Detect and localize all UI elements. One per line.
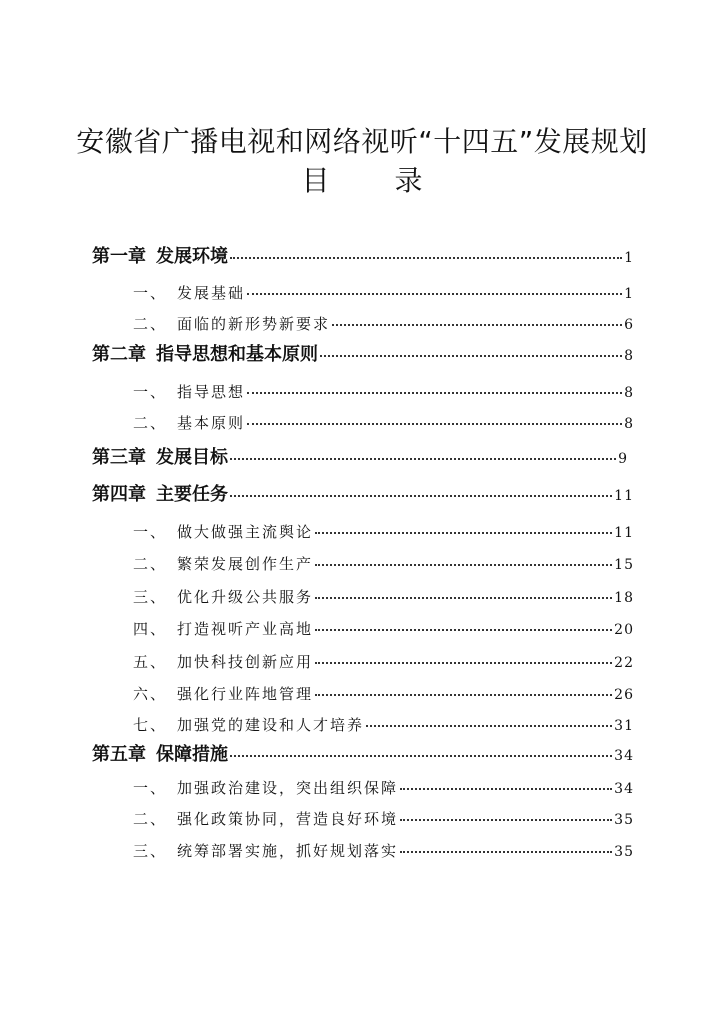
toc-text: 加强党的建设和人才培养 (177, 716, 365, 734)
toc-number: 第二章 (92, 344, 146, 365)
toc-number: 六、 (133, 685, 168, 703)
dot-leader (400, 851, 612, 853)
toc-section-4-2[interactable] (133, 557, 634, 572)
toc-section-5-1[interactable] (133, 781, 634, 796)
toc-number: 二、 (133, 810, 168, 828)
dot-leader (315, 629, 612, 631)
dot-leader (366, 725, 612, 727)
toc-number: 一、 (133, 523, 168, 541)
toc-page-number: 9 (618, 451, 628, 467)
document-title: 安徽省广播电视和网络视听“十四五”发展规划 (76, 125, 648, 158)
toc-number: 第五章 (92, 744, 146, 765)
dot-leader (332, 324, 622, 326)
toc-section-1-1[interactable] (133, 286, 634, 301)
toc-chapter-3[interactable] (92, 449, 628, 467)
dot-leader (230, 495, 612, 497)
toc-page-number: 15 (614, 557, 634, 573)
toc-text: 加强政治建设，突出组织保障 (177, 779, 399, 797)
toc-page-number: 8 (624, 385, 634, 401)
toc-section-4-3[interactable] (133, 590, 634, 605)
toc-number: 二、 (133, 315, 168, 333)
toc-section-1-2[interactable] (133, 317, 634, 332)
toc-text: 保障措施 (156, 744, 228, 765)
toc-text: 基本原则 (177, 414, 246, 432)
dot-leader (315, 564, 612, 566)
toc-number: 二、 (133, 555, 168, 573)
dot-leader (320, 355, 622, 357)
toc-page-number: 20 (614, 622, 634, 638)
toc-page-number: 1 (624, 250, 634, 266)
dot-leader (315, 694, 612, 696)
toc-chapter-4[interactable] (92, 486, 634, 504)
toc-page-number: 34 (614, 748, 634, 764)
toc-text: 发展目标 (156, 447, 228, 468)
toc-text: 强化行业阵地管理 (177, 685, 314, 703)
dot-leader (247, 392, 622, 394)
toc-section-4-5[interactable] (133, 655, 634, 670)
toc-text: 指导思想 (177, 383, 246, 401)
toc-number: 三、 (133, 588, 168, 606)
toc-text: 强化政策协同，营造良好环境 (177, 810, 399, 828)
dot-leader (400, 788, 612, 790)
toc-page-number: 8 (624, 416, 634, 432)
dot-leader (230, 458, 616, 460)
toc-chapter-2[interactable] (92, 346, 634, 364)
toc-page-number: 6 (624, 317, 634, 333)
toc-text: 做大做强主流舆论 (177, 523, 314, 541)
toc-number: 三、 (133, 842, 168, 860)
toc-page-number: 26 (614, 687, 634, 703)
toc-number: 一、 (133, 779, 168, 797)
toc-text: 发展环境 (156, 246, 228, 267)
toc-number: 一、 (133, 383, 168, 401)
dot-leader (230, 755, 612, 757)
toc-page-number: 35 (614, 844, 634, 860)
toc-text: 主要任务 (156, 484, 228, 505)
toc-page-number: 18 (614, 590, 634, 606)
toc-number: 五、 (133, 653, 168, 671)
toc-text: 加快科技创新应用 (177, 653, 314, 671)
toc-section-4-7[interactable] (133, 718, 634, 733)
toc-page-number: 1 (624, 286, 634, 302)
dot-leader (400, 819, 612, 821)
toc-section-2-2[interactable] (133, 416, 634, 431)
toc-text: 统筹部署实施，抓好规划落实 (177, 842, 399, 860)
toc-text: 指导思想和基本原则 (156, 344, 318, 365)
toc-text: 优化升级公共服务 (177, 588, 314, 606)
toc-page-number: 35 (614, 812, 634, 828)
toc-text: 打造视听产业高地 (177, 620, 314, 638)
toc-text: 面临的新形势新要求 (177, 315, 331, 333)
toc-chapter-1[interactable] (92, 248, 634, 266)
dot-leader (315, 597, 612, 599)
toc-page-number: 22 (614, 655, 634, 671)
toc-page-number: 31 (614, 718, 634, 734)
toc-chapter-5[interactable] (92, 746, 634, 764)
toc-number: 四、 (133, 620, 168, 638)
toc-section-4-1[interactable] (133, 525, 634, 540)
toc-number: 第一章 (92, 246, 146, 267)
toc-section-5-2[interactable] (133, 812, 634, 827)
toc-number: 七、 (133, 716, 168, 734)
toc-section-5-3[interactable] (133, 844, 634, 859)
toc-number: 二、 (133, 414, 168, 432)
dot-leader (247, 293, 622, 295)
dot-leader (315, 532, 612, 534)
toc-number: 第三章 (92, 447, 146, 468)
toc-section-4-6[interactable] (133, 687, 634, 702)
toc-heading: 目 录 (301, 164, 451, 197)
dot-leader (315, 662, 612, 664)
toc-text: 繁荣发展创作生产 (177, 555, 314, 573)
toc-page-number: 11 (614, 488, 634, 504)
toc-text: 发展基础 (177, 284, 246, 302)
toc-number: 一、 (133, 284, 168, 302)
toc-page-number: 8 (624, 348, 634, 364)
dot-leader (230, 257, 622, 259)
toc-section-4-4[interactable] (133, 622, 634, 637)
toc-page-number: 11 (614, 525, 634, 541)
toc-page-number: 34 (614, 781, 634, 797)
dot-leader (247, 423, 622, 425)
toc-section-2-1[interactable] (133, 385, 634, 400)
toc-number: 第四章 (92, 484, 146, 505)
